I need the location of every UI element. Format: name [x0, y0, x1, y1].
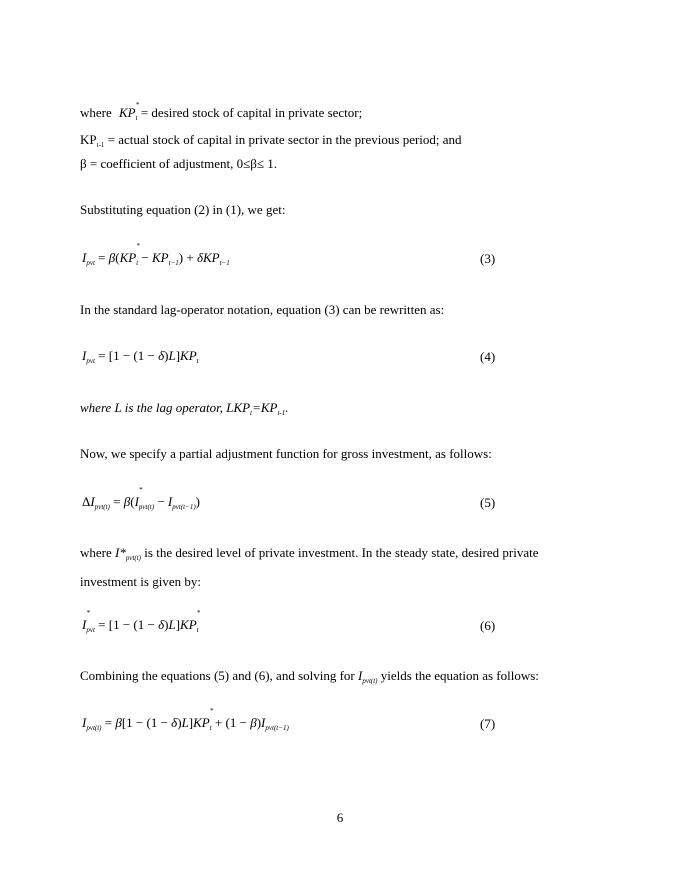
equation-number-4: (4) [480, 349, 496, 364]
paragraph-where-L: where L is the lag operator, $LKP_t=KP_{t-1}$. [80, 400, 289, 417]
equation-number-7: (7) [480, 716, 496, 731]
definition-line-beta: β = coefficient of adjustment, 0≤β≤ 1. [80, 156, 278, 171]
equation-number-3: (3) [480, 251, 496, 266]
equation-7: $I_{pvt(t)} = \beta[1 - (1 - \delta)L]KP$ * $_t + (1 - \beta)I_{pvt(t-1)}$ [82, 707, 289, 732]
equation-5: $\Delta I_{pvt(t)} = \beta(I$ * $_{pvt(t)} - I_{pvt(t-1)}$) [82, 486, 200, 511]
definition-line-actual-stock: $KP_{t-1}$ = actual stock of capital in private sector in the previous period; and [80, 132, 462, 149]
definition-line-desired-stock: where KP * $_t$ = desired stock of capital in private sector; [80, 101, 363, 122]
page-number: 6 [336, 810, 344, 825]
equation-4: $I_{pvt} = [1 - (1 - \delta)L]KP_t$ [82, 348, 199, 365]
equation-number-6: (6) [480, 618, 496, 633]
paragraph-lag-operator: In the standard lag-operator notation, equation (3) can be rewritten as: [80, 302, 445, 317]
paragraph-substituting: Substituting equation (2) in (1), we get: [80, 202, 286, 217]
paragraph-desired-investment: where $I*_{pvt(t)}$ is the desired level of private investment. In the steady state, desired private investment is given by: [80, 545, 539, 589]
equation-6: I * $_{pvt}$ = [1 − (1 − δ)L]KP * $_t$ [82, 609, 201, 634]
kp-star-symbol: KP * $_t$ [119, 101, 140, 122]
paragraph-partial-adjustment: Now, we specify a partial adjustment function for gross investment, as follows: [80, 446, 492, 461]
equation-3: $I_{pvt} = \beta(KP$ * $_t - KP_{t-1}) + \delta KP_{t-1}$ [82, 242, 230, 267]
equation-number-5: (5) [480, 495, 496, 510]
paragraph-combining: Combining the equations (5) and (6), and solving for $I_{pvt(t)}$ yields the equation as follows: [80, 668, 539, 685]
